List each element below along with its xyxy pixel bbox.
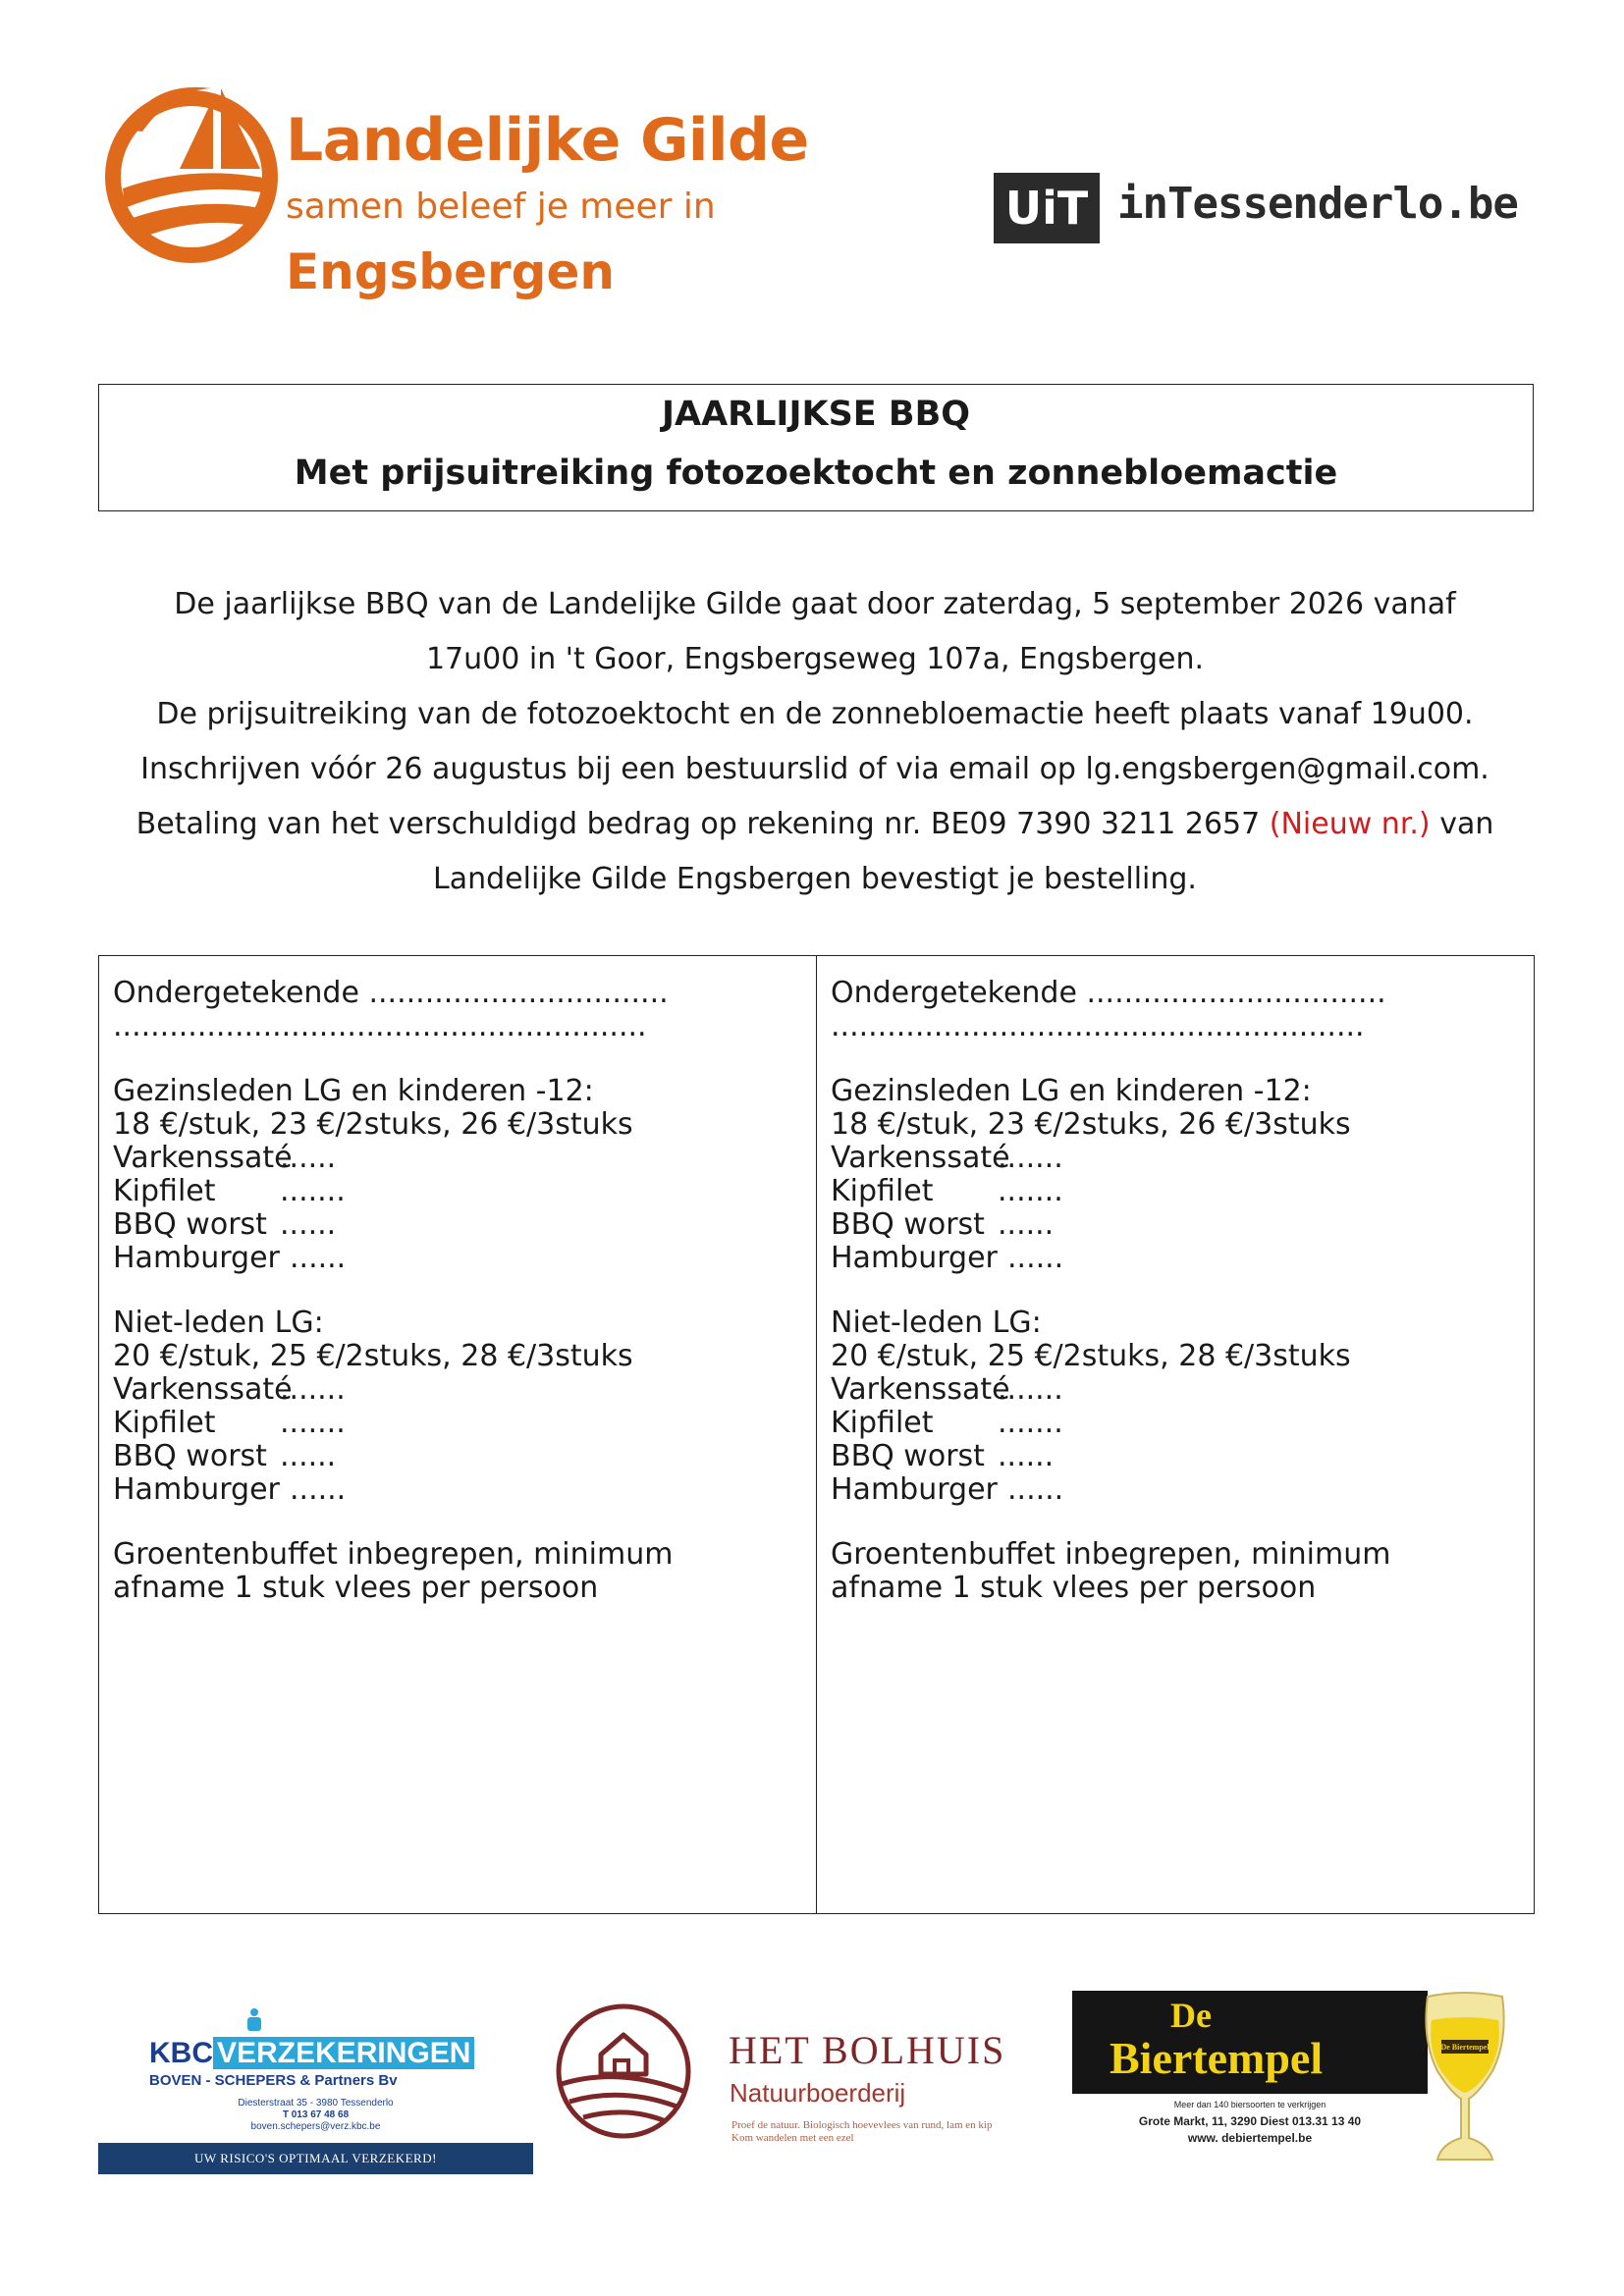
page-subtitle: Met prijsuitreiking fotozoektocht en zonnebloemactie [294,454,1338,493]
quantity-field[interactable]: ....... [998,1372,1063,1407]
address-field[interactable]: ......................................................... [831,1009,1365,1043]
quantity-field[interactable]: ...... [280,1141,337,1175]
biertempel-tagline: Meer dan 140 biersoorten te verkrijgen [1173,2100,1326,2109]
quantity-field[interactable]: ...... [280,1207,337,1242]
kbc-label: VERZEKERINGEN [213,2037,474,2069]
payment-line [88,797,1542,852]
item-label: BBQ worst [113,1439,267,1473]
quantity-field[interactable]: ...... [1007,1241,1064,1275]
quantity-field[interactable]: ...... [290,1241,347,1275]
sailboat-field-icon [103,71,280,267]
farm-house-icon [550,1998,697,2145]
kbc-phone: T 013 67 48 68 [282,2109,350,2120]
members-prices: 18 €/stuk, 23 €/2stuks, 26 €/3stuks [113,1107,633,1142]
org-name: Landelijke Gilde [286,106,809,175]
kbc-email: boven.schepers@verz.kbc.be [250,2121,381,2132]
name-field[interactable]: ................................ [1086,976,1386,1010]
item-label: Hamburger [831,1472,998,1507]
kbc-brand: KBC [149,2037,213,2069]
item-label: Varkenssaté [113,1141,293,1175]
glass-label: De Biertempel [1440,2043,1489,2052]
members-heading: Gezinsleden LG en kinderen -12: [831,1074,1312,1108]
order-form-column-left [99,956,816,1913]
intro-line [88,742,1542,797]
order-form [98,955,1535,1914]
item-label: Varkenssaté [113,1372,293,1407]
intro-line: Landelijke Gilde Engsbergen bevestigt je bestelling. [433,862,1197,896]
quantity-field[interactable]: ....... [998,1406,1063,1440]
address-field[interactable]: ......................................................... [113,1009,647,1043]
signed-label: Ondergetekende [831,976,1077,1010]
new-number-note: (Nieuw nr.) [1269,807,1431,841]
kbc-address: Diesterstraat 35 - 3980 Tessenderlo [238,2098,394,2109]
uit-tessenderlo-logo [994,169,1518,247]
signed-label: Ondergetekende [113,976,359,1010]
bolhuis-tagline-1: Proef de natuur. Biologisch hoevevlees van rund, lam en kip [731,2119,993,2131]
bolhuis-name: HET BOLHUIS [729,2028,1006,2072]
name-field[interactable]: ................................ [368,976,669,1010]
kbc-figure-icon [245,2007,263,2031]
payment-text: Betaling van het verschuldigd bedrag op rekening nr. BE09 7390 3211 2657 [135,807,1261,841]
members-heading: Gezinsleden LG en kinderen -12: [113,1074,594,1108]
form-note: Groentenbuffet inbegrepen, minimum [113,1537,674,1572]
kbc-sponsor-logo [98,1988,533,2174]
item-label: Hamburger [113,1472,280,1507]
quantity-field[interactable]: ...... [290,1472,347,1507]
org-tagline: samen beleef je meer in [286,187,716,227]
item-label: Varkenssaté [831,1141,1010,1175]
item-label: Kipfilet [113,1174,216,1208]
quantity-field[interactable]: ....... [280,1406,346,1440]
biertempel-sponsor-logo [1072,1991,1524,2173]
kbc-wordmark [149,2037,474,2070]
item-label: BBQ worst [831,1439,985,1473]
intro-line-text: Inschrijven vóór 26 augustus bij een bestuurslid of via email op lg.engsbergen@gmail.com. [140,752,1489,786]
members-prices: 18 €/stuk, 23 €/2stuks, 26 €/3stuks [831,1107,1351,1142]
kbc-contact [98,2098,533,2133]
title-box [98,384,1534,511]
landelijke-gilde-logo [103,71,810,300]
form-note: afname 1 stuk vlees per persoon [113,1571,599,1605]
item-label: Hamburger [831,1241,998,1275]
biertempel-address: Grote Markt, 11, 3290 Diest 013.31 13 40 [1138,2114,1362,2128]
intro-line: 17u00 in 't Goor, Engsbergseweg 107a, Engsbergen. [425,642,1205,676]
nonmembers-heading: Niet-leden LG: [113,1306,324,1340]
quantity-field[interactable]: ...... [1007,1472,1064,1507]
item-label: Hamburger [113,1241,280,1275]
item-label: Varkenssaté [831,1372,1010,1407]
item-label: Kipfilet [831,1174,934,1208]
bolhuis-subtitle: Natuurboerderij [730,2078,906,2108]
org-place: Engsbergen [286,243,615,300]
signed-row [831,976,1386,1010]
biertempel-name: Biertempel [1110,2033,1324,2083]
nonmembers-prices: 20 €/stuk, 25 €/2stuks, 28 €/3stuks [113,1339,633,1373]
bolhuis-sponsor-logo [550,1988,1041,2174]
form-note: Groentenbuffet inbegrepen, minimum [831,1537,1391,1572]
quantity-field[interactable]: ...... [280,1439,337,1473]
partner-site: inTessenderlo.be [1117,179,1518,229]
uit-badge: UiT [994,173,1100,243]
form-note: afname 1 stuk vlees per persoon [831,1571,1317,1605]
biertempel-site: www. debiertempel.be [1187,2131,1313,2145]
quantity-field[interactable]: ...... [998,1439,1055,1473]
intro-line: De jaarlijkse BBQ van de Landelijke Gilde gaat door zaterdag, 5 september 2026 vanaf [174,587,1456,621]
biertempel-banner [1072,1991,1428,2094]
kbc-agency: BOVEN - SCHEPERS & Partners Bv [149,2072,398,2089]
biertempel-de: De [1170,1996,1212,2035]
kbc-slogan: UW RISICO'S OPTIMAAL VERZEKERD! [98,2143,533,2174]
payment-text-end: van [1439,807,1494,841]
quantity-field[interactable]: ....... [998,1174,1063,1208]
nonmembers-prices: 20 €/stuk, 25 €/2stuks, 28 €/3stuks [831,1339,1351,1373]
nonmembers-heading: Niet-leden LG: [831,1306,1042,1340]
item-label: BBQ worst [831,1207,985,1242]
quantity-field[interactable]: ...... [998,1207,1055,1242]
bolhuis-tagline-2: Kom wandelen met een ezel [731,2132,854,2144]
order-form-column-right [816,956,1534,1913]
item-label: Kipfilet [831,1406,934,1440]
quantity-field[interactable]: ....... [280,1174,346,1208]
bolhuis-tagline [731,2119,992,2145]
intro-line: De prijsuitreiking van de fotozoektocht en de zonnebloemactie heeft plaats vanaf 19u00. [156,697,1474,731]
biertempel-info [1072,2097,1428,2147]
item-label: BBQ worst [113,1207,267,1242]
beer-glass-icon [1418,1991,1512,2173]
signed-row [113,976,669,1010]
item-label: Kipfilet [113,1406,216,1440]
quantity-field[interactable]: ....... [998,1141,1063,1175]
quantity-field[interactable]: ....... [280,1372,346,1407]
intro-text [88,577,1542,907]
page-title: JAARLIJKSE BBQ [661,395,971,434]
